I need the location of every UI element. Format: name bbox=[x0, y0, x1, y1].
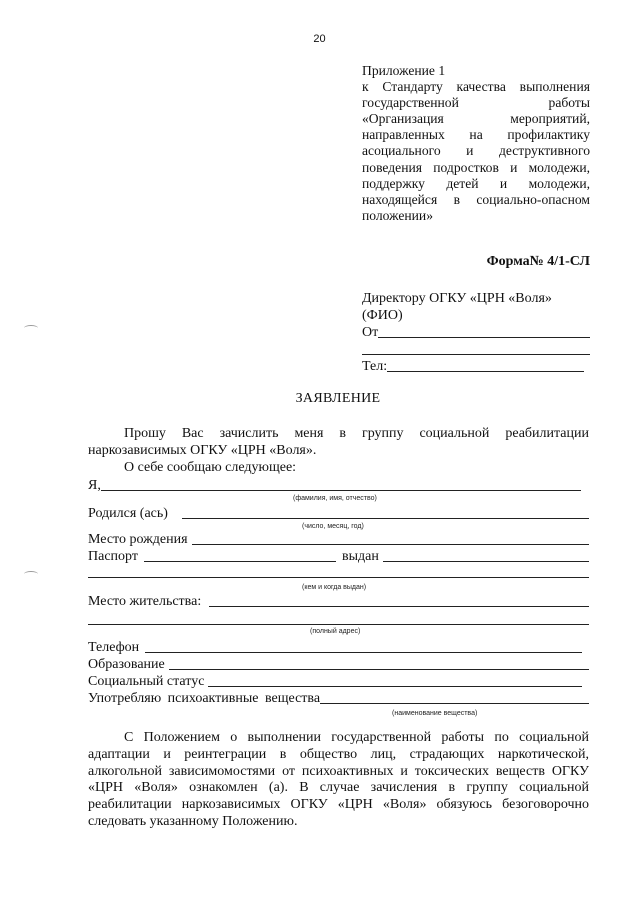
residence-line-2[interactable] bbox=[88, 612, 589, 625]
birthdate-field[interactable] bbox=[88, 506, 589, 522]
request-text: Прошу Вас зачислить меня в группу социальной реабилитации наркозависимых ОГКУ «ЦРН «Воля». bbox=[88, 426, 589, 458]
appendix-line: к Стандарту качества выполнения bbox=[362, 79, 590, 95]
addressee-director: Директору ОГКУ «ЦРН «Воля» bbox=[362, 291, 552, 306]
passport-field[interactable] bbox=[88, 549, 589, 565]
binder-hole-mark bbox=[24, 325, 38, 331]
substances-hint: (наименование вещества) bbox=[392, 710, 478, 717]
social-status-label: Социальный статус bbox=[88, 674, 205, 689]
birthdate-line[interactable] bbox=[182, 506, 589, 519]
social-status-field[interactable] bbox=[88, 674, 582, 690]
issued-hint: (кем и когда выдан) bbox=[302, 584, 367, 591]
from-line-2[interactable] bbox=[362, 342, 590, 355]
appendix-line: находящейся в социально-опасном bbox=[362, 191, 590, 207]
name-field[interactable] bbox=[88, 478, 581, 494]
appendix-line: направленных на профилактику bbox=[362, 127, 590, 143]
from-line[interactable] bbox=[378, 325, 590, 338]
form-number: Форма№ 4/1-СЛ bbox=[486, 254, 590, 269]
closing-text: С Положением о выполнении государственной работы по социальной адаптации и реинтеграции в общество лиц, страдающих наркотической, алкогольной зависимомостями от психоактивных и токсических веществ ОГКУ «ЦРН «Воля» ознакомлен (а). В случае зачисления в группу социальной реабилитации наркозависимых ОГКУ «ЦРН «Воля» обязуюсь безоговорочно следовать указанному Положению. bbox=[88, 730, 589, 829]
appendix-header bbox=[362, 63, 590, 224]
appendix-line: Приложение 1 bbox=[362, 63, 446, 78]
birthplace-field[interactable] bbox=[88, 532, 589, 548]
request-paragraph bbox=[88, 426, 589, 476]
substances-line[interactable] bbox=[320, 691, 589, 704]
issued-label: выдан bbox=[341, 549, 379, 564]
birthplace-line[interactable] bbox=[192, 532, 589, 545]
appendix-line: «Организация мероприятий, bbox=[362, 111, 590, 127]
birthdate-hint: (число, месяц, год) bbox=[302, 523, 364, 530]
phone-field[interactable] bbox=[88, 640, 582, 656]
birthdate-label: Родился (ась) bbox=[88, 506, 168, 521]
residence-hint: (полный адрес) bbox=[310, 628, 361, 635]
name-label: Я, bbox=[88, 478, 101, 493]
issued-line[interactable] bbox=[383, 549, 589, 562]
education-field[interactable] bbox=[88, 657, 589, 673]
appendix-line: поддержку детей и молодежи, bbox=[362, 175, 590, 191]
phone-line-top[interactable] bbox=[387, 359, 584, 372]
residence-line[interactable] bbox=[209, 594, 589, 607]
residence-field[interactable] bbox=[88, 594, 589, 610]
closing-paragraph bbox=[88, 730, 589, 831]
document-title: ЗАЯВЛЕНИЕ bbox=[295, 391, 381, 406]
issued-field-line2[interactable] bbox=[88, 565, 589, 581]
appendix-line: асоциального и деструктивного bbox=[362, 143, 590, 159]
education-line[interactable] bbox=[169, 657, 589, 670]
appendix-line: положении» bbox=[362, 207, 434, 223]
phone-line[interactable] bbox=[145, 640, 582, 653]
education-label: Образование bbox=[88, 657, 165, 672]
phone-field-top[interactable] bbox=[362, 358, 590, 375]
addressee-fio: (ФИО) bbox=[362, 308, 403, 323]
phone-label: Телефон bbox=[88, 640, 140, 655]
residence-label: Место жительства: bbox=[88, 594, 202, 609]
from-field[interactable] bbox=[362, 324, 590, 341]
from-field-line2[interactable] bbox=[362, 341, 590, 358]
substances-label: Употребляю психоактивные вещества bbox=[88, 691, 321, 706]
binder-hole-mark bbox=[24, 571, 38, 577]
addressee-block bbox=[362, 290, 590, 375]
birthplace-label: Место рождения bbox=[88, 532, 188, 547]
social-status-line[interactable] bbox=[208, 674, 582, 687]
from-label: От bbox=[362, 325, 379, 340]
substances-field[interactable] bbox=[88, 691, 589, 707]
passport-label: Паспорт bbox=[88, 549, 138, 564]
phone-label-top: Тел: bbox=[362, 359, 388, 374]
appendix-line: поведения подростков и молодежи, bbox=[362, 159, 590, 175]
name-hint: (фамилия, имя, отчество) bbox=[293, 495, 377, 502]
about-text: О себе сообщаю следующее: bbox=[124, 459, 297, 475]
passport-line[interactable] bbox=[144, 549, 336, 562]
residence-field-line2[interactable] bbox=[88, 612, 589, 628]
name-line[interactable] bbox=[101, 478, 581, 491]
issued-line-2[interactable] bbox=[88, 565, 589, 578]
page-number: 20 bbox=[313, 33, 326, 45]
appendix-line: государственной работы bbox=[362, 95, 590, 111]
